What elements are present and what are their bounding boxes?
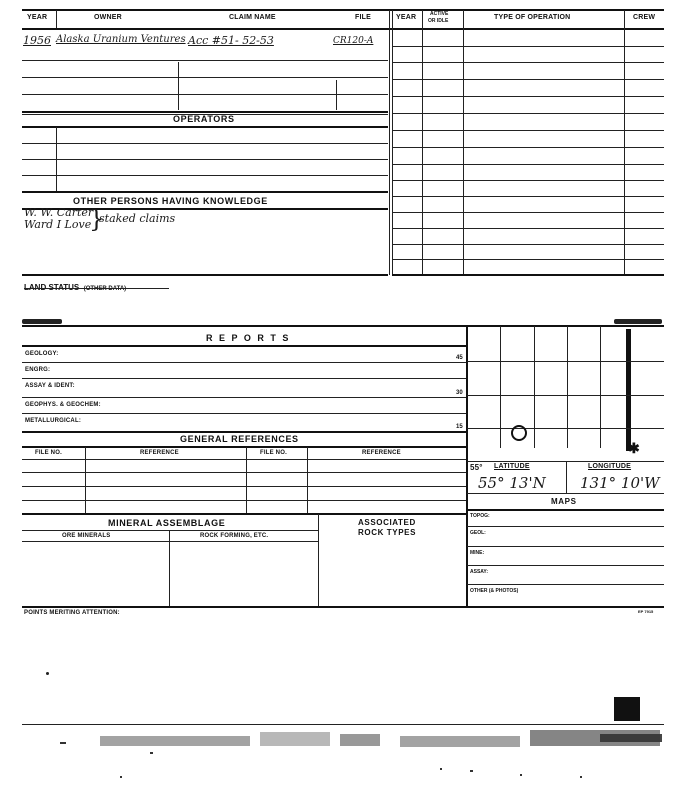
mineral-assemblage-title: MINERAL ASSEMBLAGE [108, 518, 226, 528]
ref-header-rule [22, 459, 466, 460]
operation-row-line [392, 164, 664, 165]
report-num-30: 30 [456, 390, 463, 396]
latlong-bottom-rule [467, 493, 664, 494]
owner-col-divider [336, 80, 337, 110]
left-right-divider-inner [392, 10, 393, 275]
latlong-divider [566, 461, 567, 493]
header-divider [56, 10, 57, 28]
reports-title: R E P O R T S [206, 333, 291, 343]
reports-title-rule [22, 345, 466, 347]
land-status-underline [24, 288, 169, 289]
maps-assay: ASSAY: [470, 569, 489, 575]
year-col-divider [422, 10, 423, 275]
maps-mine: MINE: [470, 550, 485, 556]
maps-other: OTHER (& PHOTOS) [470, 588, 519, 594]
map-grid-line [567, 326, 568, 448]
other-persons-title: OTHER PERSONS HAVING KNOWLEDGE [73, 196, 268, 206]
report-geophys: GEOPHYS. & GEOCHEM: [25, 402, 101, 408]
land-status-heading [24, 277, 126, 295]
ref-file-no: FILE NO. [35, 450, 62, 456]
file-entry: CR120-A [333, 36, 374, 46]
report-num-45: 45 [456, 355, 463, 361]
ore-minerals-label: ORE MINERALS [62, 533, 111, 539]
claim-name-entry: Acc #51- 52-53 [188, 34, 274, 47]
operators-row-line [22, 175, 388, 176]
ref-row-line [22, 500, 466, 501]
operators-row-line [22, 143, 388, 144]
header-claim-name: CLAIM NAME [229, 14, 276, 21]
ref-col-divider [307, 447, 308, 513]
ref-reference-2: REFERENCE [362, 450, 401, 456]
map-grid-line [600, 326, 601, 448]
report-num-15: 15 [456, 424, 463, 430]
scan-noise-band [0, 724, 678, 806]
left-right-divider [389, 10, 390, 275]
form-number: EP 7915 [638, 609, 654, 614]
ref-bottom-rule [22, 513, 466, 515]
latitude-label: LATITUDE [494, 463, 530, 470]
owner-col-divider [178, 62, 179, 110]
operation-row-line [392, 196, 664, 197]
operators-col-divider [56, 127, 57, 191]
reports-bottom-rule [22, 431, 466, 433]
operation-row-line [392, 130, 664, 131]
maps-row-line [467, 546, 664, 547]
operation-row-line [392, 180, 664, 181]
operation-row-line [392, 212, 664, 213]
header-or-idle: OR IDLE [428, 18, 449, 24]
longitude-value: 131° 10'W [580, 474, 660, 492]
ref-reference: REFERENCE [140, 450, 179, 456]
active-col-divider [463, 10, 464, 275]
associated-col-divider [318, 514, 319, 606]
mineral-title-rule [22, 530, 318, 531]
crew-col-divider [624, 10, 625, 275]
mineral-col-divider [169, 531, 170, 606]
other-person-1: W. W. Carter [24, 206, 94, 219]
owner-row-line [22, 60, 388, 61]
header-type-of-operation: TYPE OF OPERATION [494, 14, 571, 21]
report-assay: ASSAY & IDENT: [25, 383, 75, 389]
operation-row-line [392, 79, 664, 80]
reports-row-line [22, 413, 466, 414]
owner-row-line [22, 111, 388, 113]
ref-row-line [22, 472, 466, 473]
operation-row-line [392, 113, 664, 114]
maps-topog: TOPOG: [470, 513, 490, 519]
map-grid-line [534, 326, 535, 448]
maps-row-line [467, 584, 664, 585]
map-scribble-mark: ✱ [628, 440, 640, 456]
operation-bottom-rule [392, 274, 664, 276]
scan-speck [46, 672, 49, 675]
brace-mark: } [89, 205, 105, 233]
scan-smudge [614, 319, 662, 324]
land-status-sub: (OTHER DATA) [83, 286, 127, 292]
operators-bottom-rule [22, 191, 388, 193]
operators-title: OPERATORS [173, 114, 235, 124]
rock-forming-label: ROCK FORMING, ETC. [200, 533, 269, 539]
header-owner: OWNER [94, 14, 122, 21]
mineral-header-rule [22, 541, 318, 542]
owner-name-entry: Alaska Uranium Ventures [56, 34, 186, 45]
latitude-value: 55° 13'N [478, 474, 546, 492]
maps-geol: GEOL: [470, 530, 486, 536]
maps-title: MAPS [551, 497, 577, 506]
header-active: ACTIVE [430, 11, 449, 17]
mineral-bottom-rule [22, 606, 664, 608]
owner-row-line [22, 77, 388, 78]
operation-row-line [392, 96, 664, 97]
other-persons-bottom-rule [22, 274, 388, 276]
operation-row-line [392, 259, 664, 260]
operation-row-line [392, 62, 664, 63]
map-grid-line [467, 361, 664, 362]
report-metallurgical: METALLURGICAL: [25, 418, 82, 424]
map-grid-line [467, 428, 664, 429]
header-year-2: YEAR [396, 14, 417, 21]
operators-title-rule [22, 126, 388, 128]
header-file: FILE [355, 14, 371, 21]
other-person-2: Ward I Love [24, 218, 92, 231]
header-top-rule [22, 9, 664, 11]
header-year: YEAR [27, 14, 48, 21]
longitude-label: LONGITUDE [588, 463, 632, 470]
operation-row-line [392, 228, 664, 229]
scan-black-block [614, 697, 640, 721]
reports-row-line [22, 378, 466, 379]
owner-row-line [22, 94, 388, 95]
map-box-left-border [466, 326, 468, 606]
maps-row-line [467, 526, 664, 527]
owner-year-entry: 1956 [23, 34, 51, 47]
ref-file-no-2: FILE NO. [260, 450, 287, 456]
ref-col-divider [85, 447, 86, 513]
reports-row-line [22, 397, 466, 398]
map-grid-line [500, 326, 501, 448]
report-geology: GEOLOGY: [25, 351, 59, 357]
operators-row-line [22, 159, 388, 160]
map-grid-line [467, 395, 664, 396]
operation-row-line [392, 244, 664, 245]
general-references-title: GENERAL REFERENCES [180, 434, 299, 444]
rock-types-label: ROCK TYPES [358, 528, 417, 537]
other-persons-note: staked claims [99, 212, 176, 225]
points-meriting-attention: POINTS MERITING ATTENTION: [24, 610, 120, 616]
map-location-mark [511, 425, 527, 441]
maps-row-line [467, 565, 664, 566]
reports-row-line [22, 362, 466, 363]
operation-row-line [392, 147, 664, 148]
maps-title-rule [467, 509, 664, 511]
associated-label: ASSOCIATED [358, 518, 416, 527]
ref-row-line [22, 486, 466, 487]
operation-row-line [392, 46, 664, 47]
land-status-title: LAND STATUS [24, 283, 80, 292]
map-bold-meridian [626, 329, 631, 451]
report-engrg: ENGRG: [25, 367, 51, 373]
lat-degree-print: 55° [470, 463, 483, 472]
ref-col-divider [246, 447, 247, 513]
general-references-title-rule [22, 446, 466, 448]
scan-smudge [22, 319, 62, 324]
header-bottom-rule [22, 28, 664, 30]
header-crew: CREW [633, 14, 656, 21]
